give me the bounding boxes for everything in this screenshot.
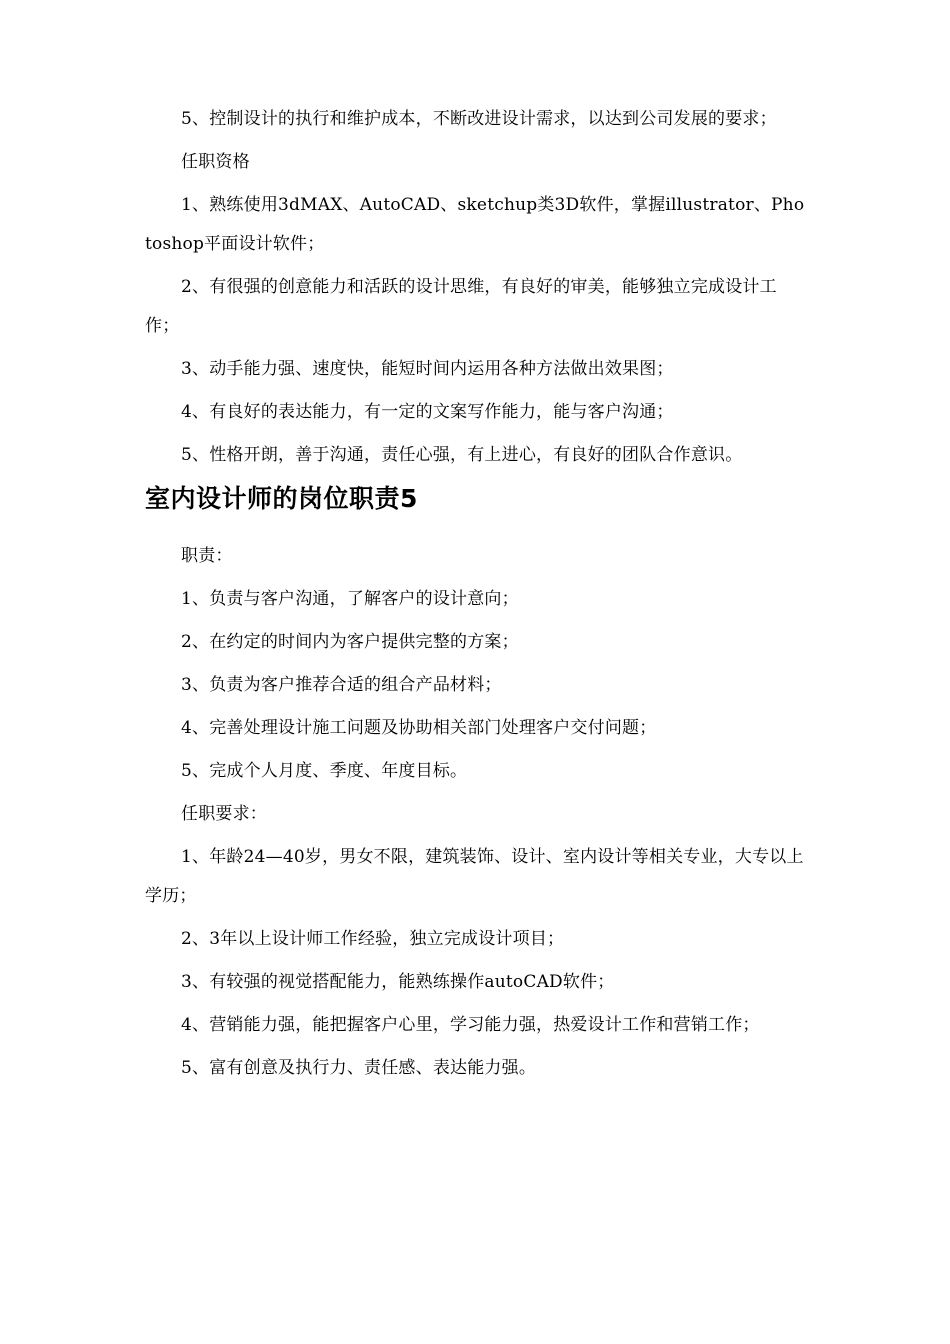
paragraph: 5、控制设计的执行和维护成本，不断改进设计需求，以达到公司发展的要求； bbox=[181, 109, 777, 129]
section-heading: 室内设计师的岗位职责5 bbox=[145, 484, 418, 513]
paragraph: 3、有较强的视觉搭配能力，能熟练操作autoCAD软件； bbox=[181, 972, 615, 992]
subheading-requirements: 任职要求： bbox=[181, 804, 267, 824]
paragraph: 5、性格开朗，善于沟通，责任心强，有上进心，有良好的团队合作意识。 bbox=[181, 445, 743, 465]
paragraph: 1、年龄24—40岁，男女不限，建筑装饰、设计、室内设计等相关专业，大专以上学历； bbox=[145, 847, 804, 906]
paragraph: 3、负责为客户推荐合适的组合产品材料； bbox=[181, 675, 502, 695]
subheading-qualifications: 任职资格 bbox=[181, 152, 250, 172]
paragraph: 1、负责与客户沟通，了解客户的设计意向； bbox=[181, 589, 519, 609]
subheading-duties: 职责： bbox=[181, 546, 233, 566]
paragraph: 3、动手能力强、速度快，能短时间内运用各种方法做出效果图； bbox=[181, 359, 674, 379]
paragraph: 1、熟练使用3dMAX、AutoCAD、sketchup类3D软件，掌握illustrator、Photoshop平面设计软件； bbox=[145, 195, 805, 254]
paragraph: 2、3年以上设计师工作经验，独立完成设计项目； bbox=[181, 929, 565, 949]
paragraph: 4、营销能力强，能把握客户心里，学习能力强，热爱设计工作和营销工作； bbox=[181, 1015, 760, 1035]
paragraph: 2、在约定的时间内为客户提供完整的方案； bbox=[181, 632, 519, 652]
document-body bbox=[145, 100, 810, 1092]
paragraph: 5、富有创意及执行力、责任感、表达能力强。 bbox=[181, 1058, 537, 1078]
paragraph: 4、完善处理设计施工问题及协助相关部门处理客户交付问题； bbox=[181, 718, 657, 738]
paragraph: 4、有良好的表达能力，有一定的文案写作能力，能与客户沟通； bbox=[181, 402, 674, 422]
paragraph: 2、有很强的创意能力和活跃的设计思维，有良好的审美，能够独立完成设计工作； bbox=[145, 277, 777, 336]
paragraph: 5、完成个人月度、季度、年度目标。 bbox=[181, 761, 468, 781]
